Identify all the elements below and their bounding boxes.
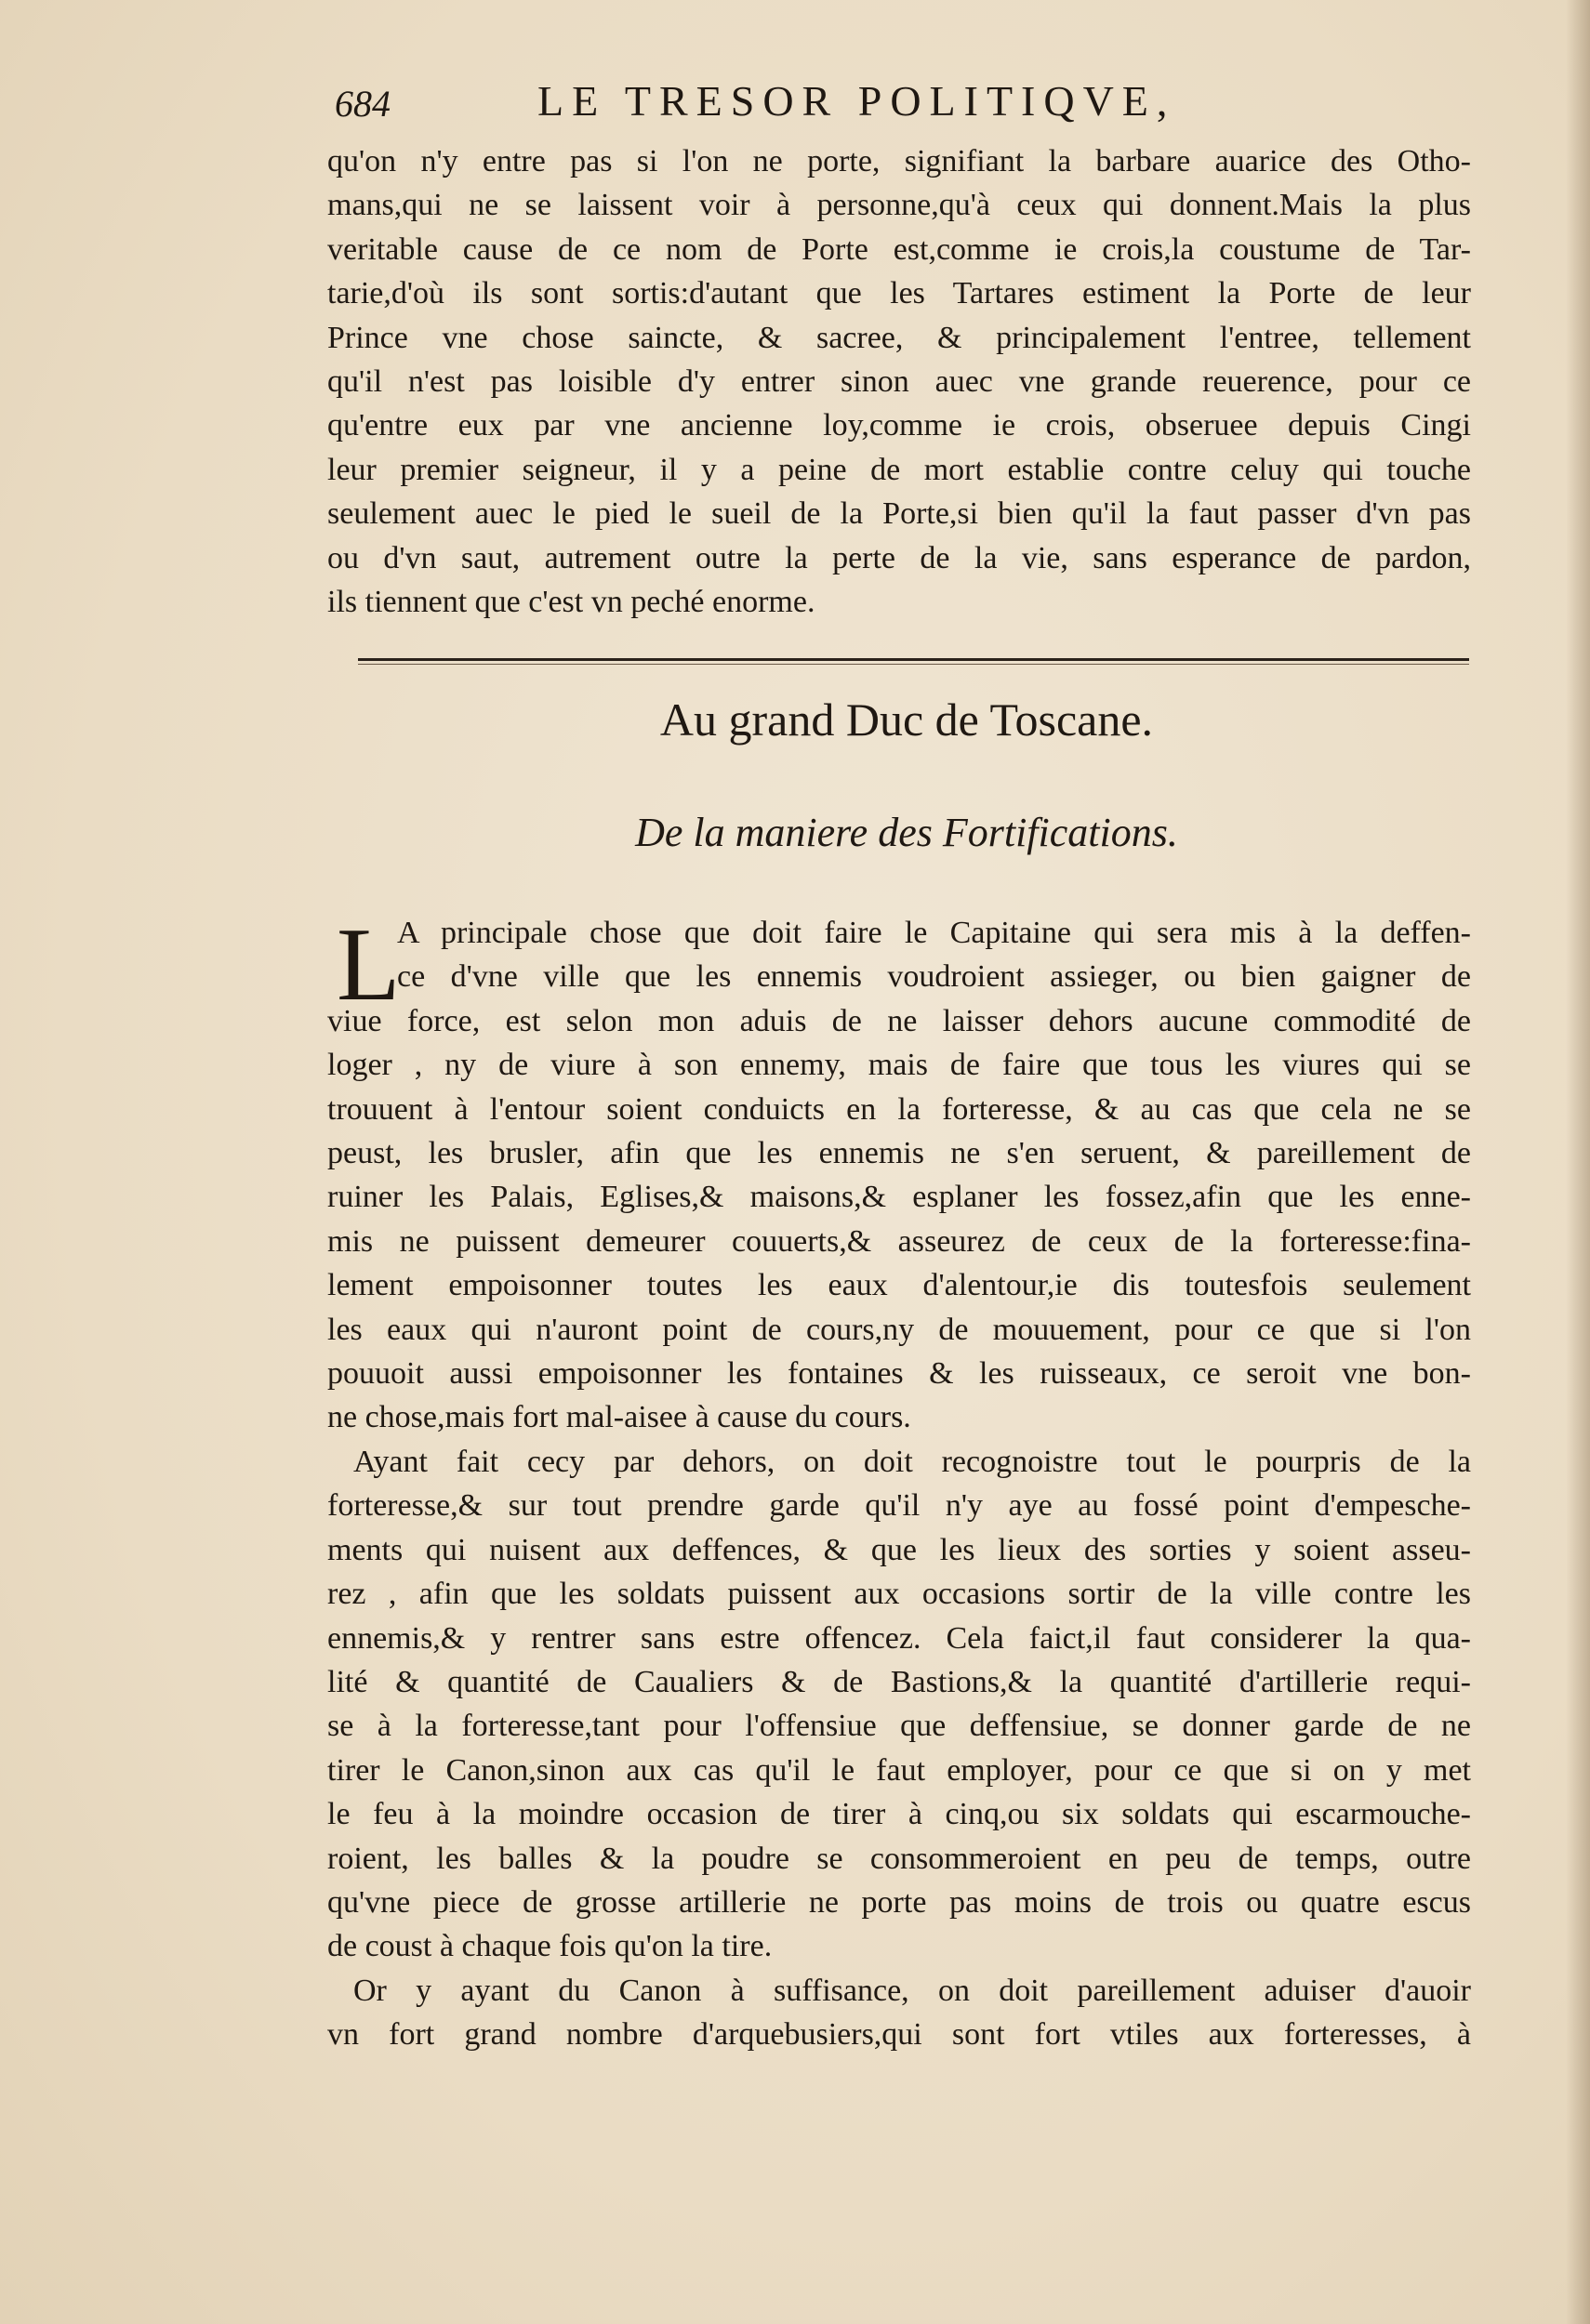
text-line: roient, les balles & la poudre se consommeroient en peu de temps, outre bbox=[327, 1841, 1471, 1876]
text-line: peust, les brusler, afin que les ennemis ne s'en seruent, & pareillement de bbox=[327, 1136, 1471, 1171]
text-line: se à la forteresse,tant pour l'offensiue que deffensiue, se donner garde de ne bbox=[327, 1709, 1471, 1744]
page-header bbox=[335, 76, 1265, 132]
section-subtitle: De la maniere des Fortifications. bbox=[635, 810, 1178, 855]
text-line: ou d'vn saut, autrement outre la perte de la vie, sans esperance de pardon, bbox=[327, 540, 1471, 575]
text-line: qu'entre eux par vne ancienne loy,comme ie crois, obseruee depuis Cingi bbox=[327, 408, 1471, 443]
section-title: Au grand Duc de Toscane. bbox=[659, 693, 1154, 746]
text-line: le feu à la moindre occasion de tirer à cinq,ou six soldats qui escarmouche- bbox=[327, 1797, 1471, 1832]
page-gutter-shadow bbox=[1566, 0, 1590, 2324]
text-line: ruiner les Palais, Eglises,& maisons,& esplaner les fossez,afin que les enne- bbox=[327, 1180, 1471, 1215]
text-line: les eaux qui n'auront point de cours,ny de mouuement, pour ce que si l'on bbox=[327, 1312, 1471, 1347]
text-line: lité & quantité de Caualiers & de Bastions,& la quantité d'artillerie requi- bbox=[327, 1664, 1471, 1699]
text-line: viue force, est selon mon aduis de ne laisser dehors aucune commodité de bbox=[327, 1003, 1471, 1038]
text-line: loger , ny de viure à son ennemy, mais de faire que tous les viures qui se bbox=[327, 1048, 1471, 1083]
text-line: forteresse,& sur tout prendre garde qu'il n'y aye au fossé point d'empesche- bbox=[327, 1488, 1471, 1524]
text-line: tirer le Canon,sinon aux cas qu'il le faut employer, pour ce que si on y met bbox=[327, 1752, 1471, 1788]
text-line: seulement auec le pied le sueil de la Porte,si bien qu'il la faut passer d'vn pas bbox=[327, 496, 1471, 532]
text-line: lement empoisonner toutes les eaux d'alentour,ie dis toutesfois seulement bbox=[327, 1268, 1471, 1303]
page-number: 684 bbox=[335, 83, 391, 125]
section-body-text bbox=[327, 907, 1471, 2057]
previous-section-text bbox=[327, 139, 1471, 624]
text-line: vn fort grand nombre d'arquebusiers,qui sont fort vtiles aux forteresses, à bbox=[327, 2017, 1471, 2053]
text-line: Ayant fait cecy par dehors, on doit recognoistre tout le pourpris de la bbox=[353, 1444, 1471, 1479]
text-line: ments qui nuisent aux deffences, & que les lieux des sorties y soient asseu- bbox=[327, 1532, 1471, 1567]
text-line: ce d'vne ville que les ennemis voudroient assieger, ou bien gaigner de bbox=[397, 959, 1471, 995]
text-line: Or y ayant du Canon à suffisance, on doit pareillement aduiser d'auoir bbox=[353, 1973, 1471, 2008]
text-line: de coust à chaque fois qu'on la tire. bbox=[327, 1929, 773, 1964]
text-line: qu'on n'y entre pas si l'on ne porte, signifiant la barbare auarice des Otho- bbox=[327, 144, 1471, 178]
text-line: ennemis,& y rentrer sans estre offencez. Cela faict,il faut considerer la qua- bbox=[327, 1620, 1471, 1656]
text-line: A principale chose que doit faire le Capitaine qui sera mis à la deffen- bbox=[397, 916, 1471, 950]
drop-cap: L bbox=[337, 907, 401, 1023]
section-divider-rule bbox=[358, 658, 1469, 661]
text-line: mis ne puissent demeurer couuerts,& asseurez de ceux de la forteresse:fina- bbox=[327, 1223, 1471, 1259]
text-line: veritable cause de ce nom de Porte est,comme ie crois,la coustume de Tar- bbox=[327, 231, 1471, 267]
text-line: qu'vne piece de grosse artillerie ne porte pas moins de trois ou quatre escus bbox=[327, 1884, 1471, 1920]
text-line: mans,qui ne se laissent voir à personne,qu'à ceux qui donnent.Mais la plus bbox=[327, 188, 1471, 223]
text-line: qu'il n'est pas loisible d'y entrer sinon auec vne grande reuerence, pour ce bbox=[327, 364, 1471, 400]
text-line: Prince vne chose saincte, & sacree, & principalement l'entree, tellement bbox=[327, 320, 1471, 355]
text-line: rez , afin que les soldats puissent aux occasions sortir de la ville contre les bbox=[327, 1577, 1471, 1612]
text-line: leur premier seigneur, il y a peine de mort establie contre celuy qui touche bbox=[327, 452, 1471, 487]
text-line: trouuent à l'entour soient conduicts en la forteresse, & au cas que cela ne se bbox=[327, 1091, 1471, 1127]
text-line: ne chose,mais fort mal-aisee à cause du cours. bbox=[327, 1400, 911, 1435]
running-head: LE TRESOR POLITIQVE, bbox=[537, 77, 1176, 125]
text-line: ils tiennent que c'est vn peché enorme. bbox=[327, 585, 815, 620]
text-line: tarie,d'où ils sont sortis:d'autant que les Tartares estiment la Porte de leur bbox=[327, 276, 1471, 311]
text-line: pouuoit aussi empoisonner les fontaines & les ruisseaux, ce seroit vne bon- bbox=[327, 1356, 1471, 1392]
